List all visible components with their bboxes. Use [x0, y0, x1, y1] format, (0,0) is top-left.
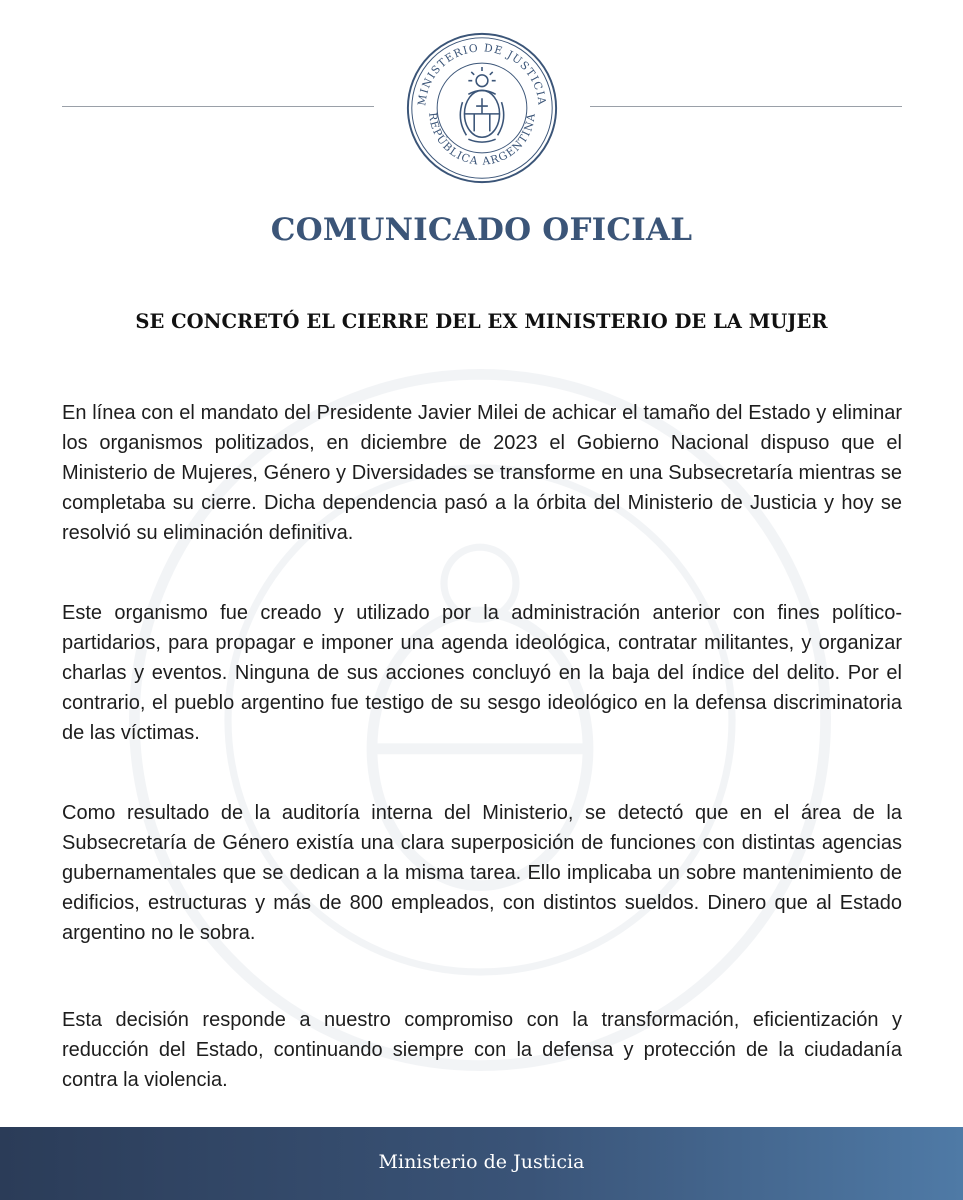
footer-label: Ministerio de Justicia	[378, 1151, 585, 1173]
seal-text-top: MINISTERIO DE JUSTICIA	[415, 41, 549, 107]
paragraph-text: Este organismo fue creado y utilizado por la administración anterior con fines político-partidarios, para propagar e imponer una agenda ideológica, contratar militantes, y organizar charlas y eventos. Ninguna de sus acciones concluyó en la baja del índice del delito. Por el contrario, el pueblo argentino fue testigo de su sesgo ideológico en la defensa discriminatoria de las víctimas.	[62, 602, 902, 744]
page-title: COMUNICADO OFICIAL	[270, 212, 693, 248]
paragraph-2	[62, 598, 902, 748]
header-divider-left	[62, 106, 374, 107]
page-subtitle: SE CONCRETÓ EL CIERRE DEL EX MINISTERIO DE LA MUJER	[135, 310, 828, 333]
svg-text:REPÚBLICA ARGENTINA	[426, 112, 538, 168]
paragraph-text: Esta decisión responde a nuestro compromiso con la transformación, eficientización y reducción del Estado, continuando siempre con la defensa y protección de la ciudadanía contra la violencia.	[62, 1009, 902, 1091]
paragraph-3	[62, 798, 902, 948]
argentine-coat-of-arms-seal-icon	[404, 30, 560, 186]
paragraph-text: En línea con el mandato del Presidente Javier Milei de achicar el tamaño del Estado y eliminar los organismos politizados, en diciembre de 2023 el Gobierno Nacional dispuso que el Ministerio de Mujeres, Género y Diversidades se transforme en una Subsecretaría mientras se completaba su cierre. Dicha dependencia pasó a la órbita del Ministerio de Justicia y hoy se resolvió su eliminación definitiva.	[62, 402, 902, 544]
footer-bar	[0, 1127, 963, 1200]
paragraph-1	[62, 398, 902, 548]
header-divider-right	[590, 106, 902, 107]
paragraph-4	[62, 1005, 902, 1095]
paragraph-text: Como resultado de la auditoría interna del Ministerio, se detectó que en el área de la Subsecretaría de Género existía una clara superposición de funciones con distintas agencias gubernamentales que se dedican a la misma tarea. Ello implicaba un sobre mantenimiento de edificios, estructuras y más de 800 empleados, con distintos sueldos. Dinero que al Estado argentino no le sobra.	[62, 802, 902, 944]
seal-text-bottom: REPÚBLICA ARGENTINA	[426, 111, 538, 168]
